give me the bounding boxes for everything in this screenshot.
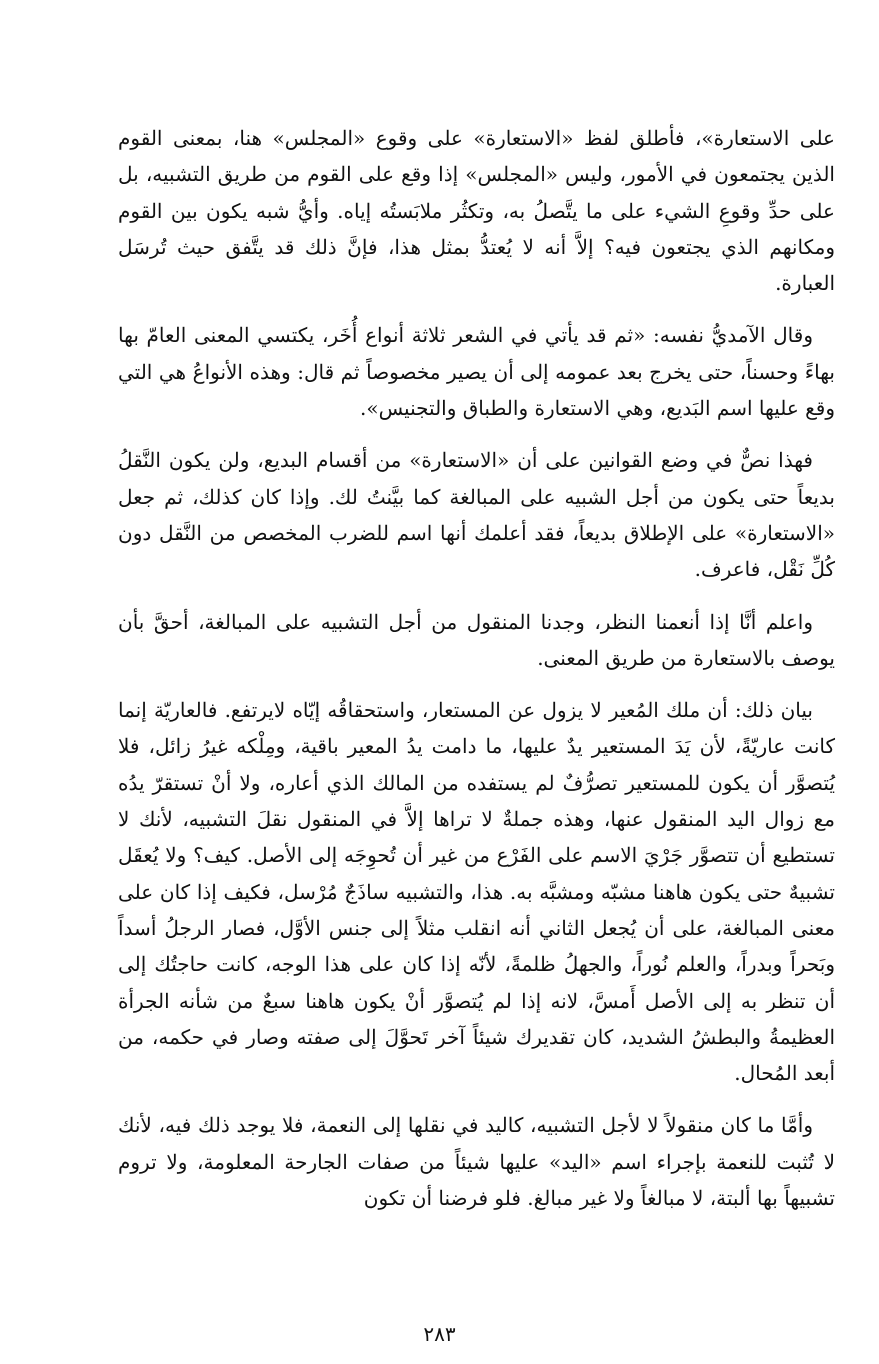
paragraph-badi-rule: فهذا نصٌّ في وضع القوانين على أن «الاستعارة» من أقسام البديع، ولن يكون النَّقلُ بديعاً حتى يكون من أجل الشبيه على المبالغة كما بيَّنتُ لك. وإذا كان كذلك، ثم جعل «الاستعارة» على الإطلاق بديعاً، فقد أعلمك أنها اسم للضرب المخصص من النَّقل دون كُلِّ نَقْل، فاعرف. [118,448,836,582]
paragraph-amidi-quote: وقال الآمديُّ نفسه: «ثم قد يأتي في الشعر ثلاثة أنواع أُخَر، يكتسي المعنى العامّ بها بهاءً وحسناً، حتى يخرج بعد عمومه إلى أن يصير مخصوصاً ثم قال: وهذه الأنواعُ هي التي وقع عليها اسم البَديع، وهي الاستعارة والطباق والتجنيس». [118,323,835,421]
paragraph-know: واعلم أنَّا إذا أنعمنا النظر، وجدنا المنقول من أجل التشبيه على المبالغة، أحقَّ بأن يوصف بالاستعارة من طريق المعنى. [118,609,835,670]
paragraph-explanation: بيان ذلك: أن ملك المُعير لا يزول عن المستعار، واستحقاقُه إيّاه لايرتفع. فالعاريّة إنما كانت عاريّةً، لأن يَدَ المستعير يدٌ عليها، ما دامت يدُ المعير باقية، ومِلْكه غيرُ زائل، فلا يُتصوَّر أن يكون للمستعير تصرُّفٌ لم يستفده من المالك الذي أعاره، ولا أنْ تستقرّ يدُه مع زوال اليد المنقول عنها، وهذه جملةٌ لا تراها إلاَّ في المنقول نقلَ التشبيه، لأنك لا تستطيع أن تتصوَّر جَرْيَ الاسم على الفَرْع من غير أن تُحوِجَه إلى الأصل. كيف؟ ولا يُعقَل تشبيهٌ حتى يكون هاهنا مشبّه ومشبَّه به. هذا، والتشبيه ساذَجٌ مُرْسل، فكيف إذا كان على معنى المبالغة، على أن يُجعل الثاني أنه انقلب مثلاً إلى جنس الأوَّل، فصار الرجلُ أسداً وبَحراً وبدراً، والعلم نُوراً، والجهلُ ظلمةً، لأنّه إذا كان على هذا الوجه، كانت حاجتُك إلى أن تنظر به إلى الأصل أَمسَّ، لانه إذا لم يُتصوَّر أنْ يكون هاهنا سبعٌ من شأنه الجرأة العظيمةُ والبطشُ الشديد، كان تقديرك شيئاً آخر تَحوَّلَ إلى صفته وصار في حكمه، من أبعد المُحال. [118,698,835,1086]
paragraph-hand-example: وأمَّا ما كان منقولاً لا لأجل التشبيه، كاليد في نقلها إلى النعمة، فلا يوجد ذلك فيه، لأنك لا تُثبت للنعمة بإجراء اسم «اليد» عليها شيئاً من صفات الجارحة المعلومة، ولا تروم تشبيهاً بها ألبتة، لا مبالغاً ولا غير مبالغ. فلو فرضنا أن تكون [118,1113,835,1211]
paragraph-continuation: على الاستعارة»، فأطلق لفظ «الاستعارة» على وقوع «المجلس» هنا، بمعنى القوم الذين يجتمعون في الأمور، وليس «المجلس» إذا وقع على القوم من طريق التشبيه، بل على حدِّ وقوعِ الشيء على ما يتَّصلُ به، وتكثُر ملابَستُه إياه. وأيُّ شبه يكون بين القوم ومكانهم الذي يجتعون فيه؟ إلاَّ أنه لا يُعتدُّ بمثل هذا، فإنَّ ذلك قد يتَّفق حيث تُرسَل العبارة. [118,126,835,296]
body-text [118,120,835,1232]
page-number: ٢٨٣ [423,1322,456,1346]
